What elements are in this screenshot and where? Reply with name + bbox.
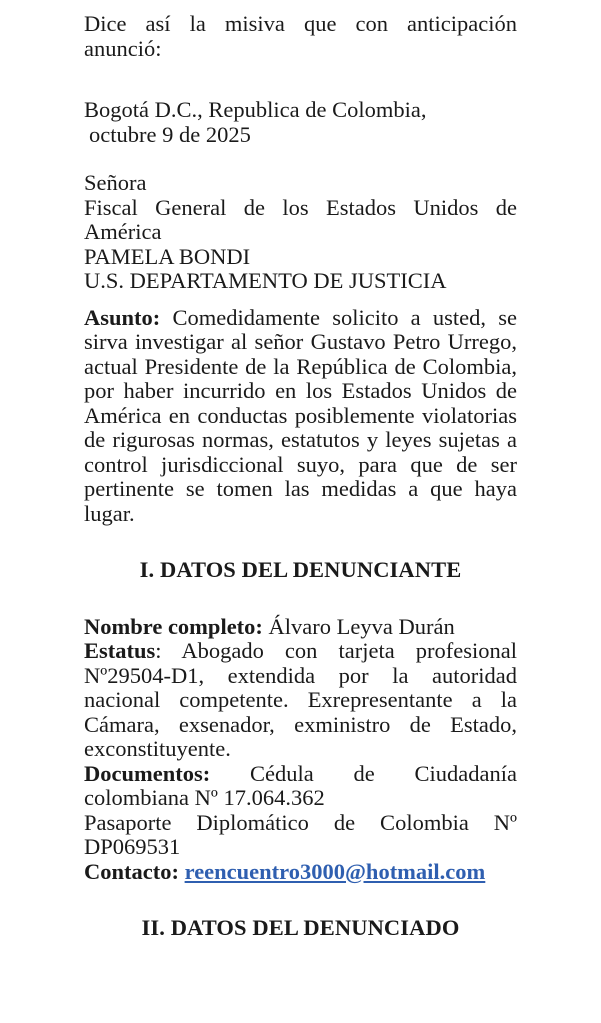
spacer (84, 147, 517, 171)
subject-paragraph (84, 306, 517, 527)
spacer (84, 61, 517, 98)
recipient-salutation: Señora (84, 170, 147, 195)
subject-label: Asunto: (84, 304, 161, 330)
date-line: octubre 9 de 2025 (89, 121, 251, 147)
spacer (84, 583, 517, 615)
documents-label: Documentos: (84, 760, 211, 786)
subject-text: Comedidamente solicito a usted, se sirva investigar al señor Gustavo Petro Urrego, actual Presidente de la República de Colombia, por haber incurrido en los Estados Unidos de América en conductas posiblemente violatorias de rigurosas normas, estatutos y leyes sujetas a control jurisdiccional suyo, para que de ser pertinente se tomen las medidas a que haya lugar. (84, 304, 517, 526)
intro-paragraph: Dice así la misiva que con anticipación anunció: (84, 11, 517, 61)
section-heading-denunciante: I. DATOS DEL DENUNCIANTE (139, 557, 462, 582)
complainant-details (84, 615, 517, 885)
contact-label: Contacto: (84, 858, 179, 884)
documents-field (84, 762, 517, 811)
recipient-title: Fiscal General de los Estados Unidos de América (84, 194, 517, 244)
spacer (84, 884, 517, 916)
spacer (84, 526, 517, 558)
documents-value: Cédula de Ciudadanía colombiana Nº 17.064.362 (84, 760, 517, 810)
recipient-block (84, 171, 517, 294)
status-value: : Abogado con tarjeta profesional Nº29504-D1, extendida por la autoridad nacional competente. Exrepresentante a la Cámara, exsenador, exministro de Estado, exconstituyente. (84, 638, 517, 761)
full-name-label: Nombre completo: (84, 613, 263, 639)
place-date-block (84, 98, 517, 147)
letter-document (84, 12, 517, 941)
passport-field: Pasaporte Diplomático de Colombia Nº DP069531 (84, 809, 517, 859)
full-name-field (84, 615, 517, 640)
status-label: Estatus (84, 638, 156, 663)
contact-email-link[interactable]: reencuentro3000@hotmail.com (184, 858, 486, 884)
place-line: Bogotá D.C., Republica de Colombia, (84, 97, 427, 122)
recipient-department: U.S. DEPARTAMENTO DE JUSTICIA (84, 268, 447, 293)
status-field (84, 639, 517, 762)
section-heading-denunciado: II. DATOS DEL DENUNCIADO (141, 915, 460, 940)
contact-field (84, 860, 517, 885)
recipient-name: PAMELA BONDI (84, 243, 251, 269)
full-name-value: Álvaro Leyva Durán (268, 613, 455, 639)
